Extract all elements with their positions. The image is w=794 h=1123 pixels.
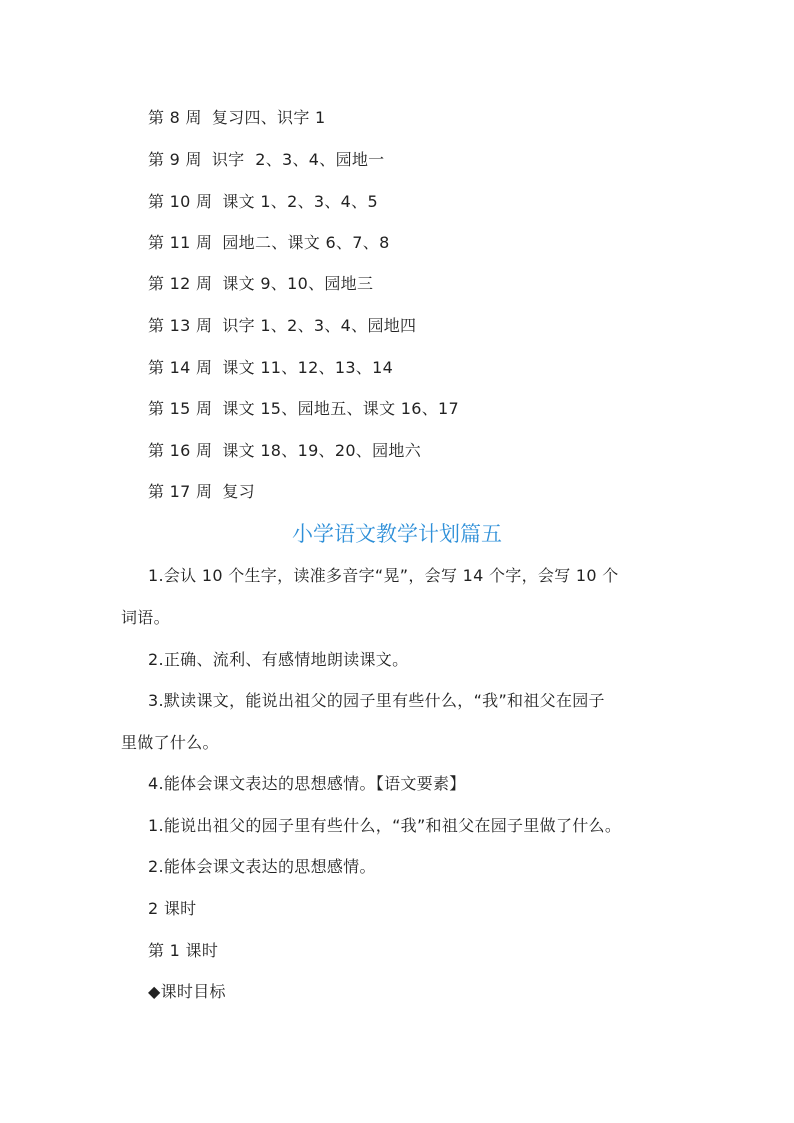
lesson-hours: 2 课时 bbox=[148, 899, 197, 918]
schedule-row-week-12 bbox=[148, 274, 373, 294]
goal-1-line-1 bbox=[148, 566, 674, 586]
goal-1-line-2: 词语。 bbox=[121, 608, 170, 627]
week-number: 第 16 周 bbox=[148, 441, 213, 460]
schedule-row-week-9 bbox=[148, 150, 384, 170]
week-number: 第 12 周 bbox=[148, 274, 213, 293]
week-number: 第 17 周 bbox=[148, 482, 213, 501]
week-content: 复习四、识字 1 bbox=[211, 108, 326, 127]
schedule-row-week-13 bbox=[148, 316, 416, 336]
schedule-row-week-8 bbox=[148, 108, 326, 128]
schedule-row-week-16 bbox=[148, 441, 421, 461]
goal-4: 4.能体会课文表达的思想感情。【语文要素】 bbox=[148, 774, 466, 793]
week-content: 复习 bbox=[222, 482, 255, 501]
week-content: 课文 1、2、3、4、5 bbox=[222, 192, 378, 211]
goal-3-line-1: 3.默读课文，能说出祖父的园子里有些什么，“我”和祖父在园子 bbox=[148, 691, 605, 710]
week-content: 园地二、课文 6、7、8 bbox=[222, 233, 390, 252]
lesson-goal-heading: ◆课时目标 bbox=[148, 982, 226, 1001]
schedule-row-week-11 bbox=[148, 233, 390, 253]
schedule-row-week-14 bbox=[148, 358, 393, 378]
week-content: 课文 15、园地五、课文 16、17 bbox=[222, 399, 459, 418]
first-lesson-heading: 第 1 课时 bbox=[148, 941, 219, 960]
week-number: 第 11 周 bbox=[148, 233, 213, 252]
week-number: 第 10 周 bbox=[148, 192, 213, 211]
goal-1-text: 1.会认 10 个生字，读准多音字“晃”，会写 14 个字，会写 10 个 bbox=[148, 566, 619, 585]
goal-2: 2.正确、流利、有感情地朗读课文。 bbox=[148, 650, 409, 669]
schedule-row-week-17 bbox=[148, 482, 255, 502]
week-content: 课文 9、10、园地三 bbox=[222, 274, 374, 293]
key-element-1: 1.能说出祖父的园子里有些什么，“我”和祖父在园子里做了什么。 bbox=[148, 816, 622, 835]
week-number: 第 9 周 bbox=[148, 150, 202, 169]
week-number: 第 15 周 bbox=[148, 399, 213, 418]
schedule-row-week-15 bbox=[148, 399, 459, 419]
schedule-row-week-10 bbox=[148, 192, 378, 212]
week-number: 第 13 周 bbox=[148, 316, 213, 335]
week-content: 识字 1、2、3、4、园地四 bbox=[222, 316, 417, 335]
week-content: 课文 11、12、13、14 bbox=[222, 358, 394, 377]
week-number: 第 14 周 bbox=[148, 358, 213, 377]
goal-3-line-2: 里做了什么。 bbox=[121, 733, 219, 752]
week-number: 第 8 周 bbox=[148, 108, 202, 127]
week-content: 识字 2、3、4、园地一 bbox=[211, 150, 385, 169]
section-title: 小学语文教学计划篇五 bbox=[292, 522, 502, 546]
week-content: 课文 18、19、20、园地六 bbox=[222, 441, 422, 460]
key-element-2: 2.能体会课文表达的思想感情。 bbox=[148, 857, 376, 876]
